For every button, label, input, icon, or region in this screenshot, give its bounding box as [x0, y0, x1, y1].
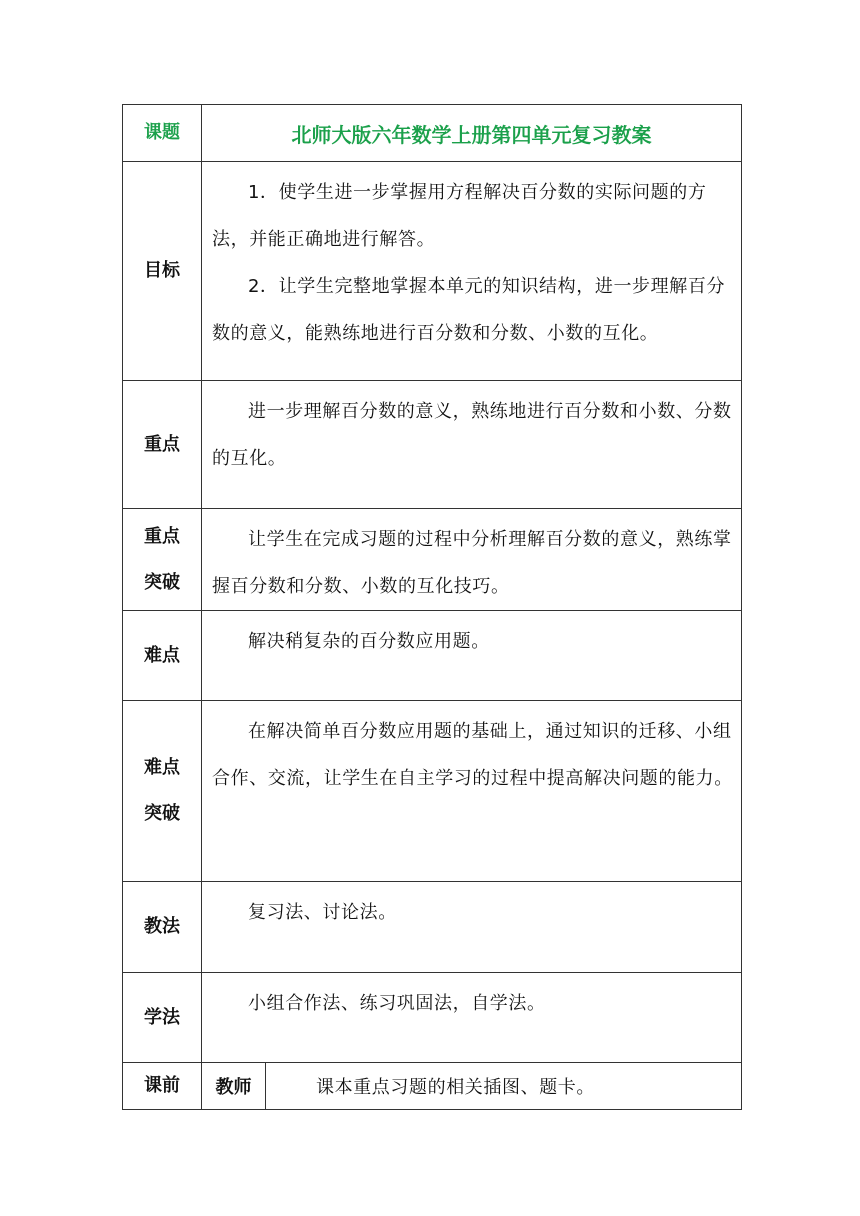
key-breakthrough-label-line-2: 突破	[144, 571, 180, 593]
difficulty-breakthrough-label	[123, 701, 202, 882]
row-teaching-method	[123, 882, 742, 973]
difficulty-label: 难点	[123, 611, 202, 701]
row-learning-method	[123, 973, 742, 1063]
teaching-method-content	[202, 882, 742, 973]
document-title: 北师大版六年数学上册第四单元复习教案	[202, 105, 742, 162]
key-breakthrough-label	[123, 509, 202, 611]
difficulty-breakthrough-content	[202, 701, 742, 882]
difficulty-breakthrough-label-line-2: 突破	[144, 803, 180, 824]
title-label: 课题	[123, 105, 202, 162]
key-breakthrough-label-line-1: 重点	[144, 525, 180, 547]
row-goals	[123, 162, 742, 381]
preparation-teacher-content: 课本重点习题的相关插图、题卡。	[266, 1063, 742, 1110]
goals-paragraph-1: 1．使学生进一步掌握用方程解决百分数的实际问题的方法，并能正确地进行解答。	[212, 182, 707, 250]
goals-paragraph-2: 2．让学生完整地掌握本单元的知识结构，进一步理解百分数的意义，能熟练地进行百分数和分数、小数的互化。	[212, 276, 726, 344]
difficulty-breakthrough-text: 在解决简单百分数应用题的基础上，通过知识的迁移、小组合作、交流，让学生在自主学习的过程中提高解决问题的能力。	[212, 721, 733, 789]
difficulty-content	[202, 611, 742, 701]
key-points-content	[202, 381, 742, 509]
key-breakthrough-content	[202, 509, 742, 611]
row-key-points	[123, 381, 742, 509]
row-preparation	[123, 1063, 742, 1110]
teaching-method-label: 教法	[123, 882, 202, 973]
row-difficulty	[123, 611, 742, 701]
learning-method-text: 小组合作法、练习巩固法，自学法。	[248, 993, 546, 1014]
learning-method-label: 学法	[123, 973, 202, 1063]
key-breakthrough-text: 让学生在完成习题的过程中分析理解百分数的意义，熟练掌握百分数和分数、小数的互化技巧。	[212, 529, 732, 597]
row-key-breakthrough	[123, 509, 742, 611]
preparation-teacher-label: 教师	[202, 1063, 266, 1110]
key-points-label: 重点	[123, 381, 202, 509]
goals-label: 目标	[123, 162, 202, 381]
preparation-label: 课前	[123, 1063, 202, 1110]
row-difficulty-breakthrough	[123, 701, 742, 882]
lesson-plan-table	[122, 104, 742, 1110]
difficulty-breakthrough-label-line-1: 难点	[144, 757, 180, 778]
learning-method-content	[202, 973, 742, 1063]
key-points-text: 进一步理解百分数的意义，熟练地进行百分数和小数、分数的互化。	[212, 401, 732, 469]
goals-content	[202, 162, 742, 381]
teaching-method-text: 复习法、讨论法。	[248, 902, 397, 923]
row-title	[123, 105, 742, 162]
difficulty-text: 解决稍复杂的百分数应用题。	[248, 631, 490, 652]
